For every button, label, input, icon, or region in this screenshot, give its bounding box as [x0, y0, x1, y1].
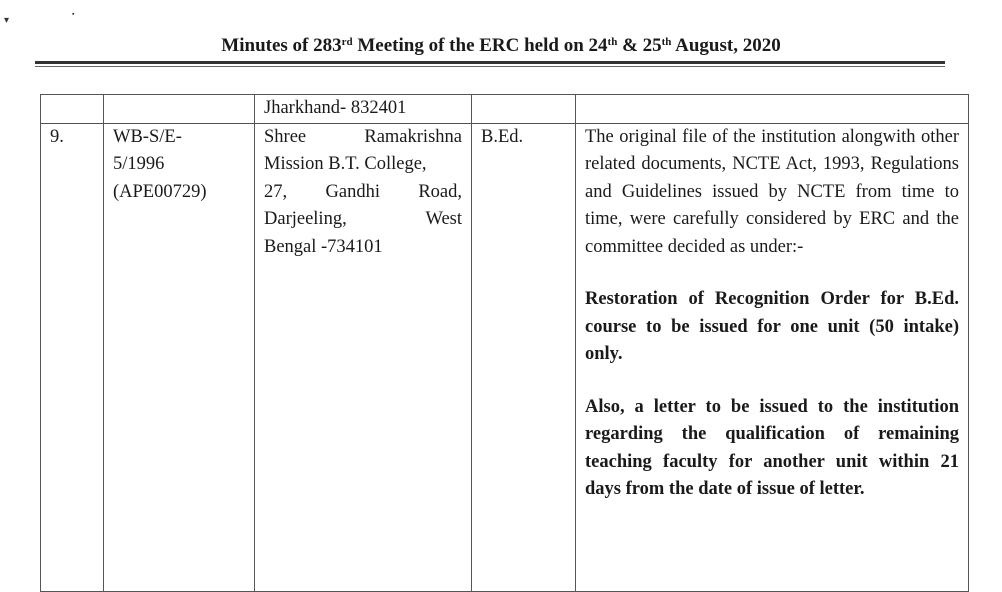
- table-row: [41, 123, 969, 591]
- decision-intro: The original file of the institution alongwith other related documents, NCTE Act, 1993, Regulations and Guidelines issued by NCTE from time to time, were carefully considered by ERC and the committee decided as under:-: [585, 126, 959, 257]
- decision-cell: [576, 95, 969, 124]
- header-title-and: & 25: [617, 35, 662, 56]
- file-code-cell: [104, 95, 255, 124]
- file-code-line: WB-S/E-: [113, 126, 182, 147]
- institution-line: Darjeeling, West: [264, 209, 462, 229]
- decision-cell: [576, 123, 969, 591]
- scan-mark: ▪: [72, 10, 75, 18]
- file-code-line: (APE00729): [113, 181, 207, 202]
- file-code-line: 5/1996: [113, 154, 165, 174]
- institution-cell: [255, 123, 472, 591]
- date2-ordinal-suffix: th: [661, 36, 672, 48]
- header-title-end: August, 2020: [671, 35, 781, 56]
- page-header: [0, 34, 1002, 58]
- table-row-continued: [41, 95, 969, 124]
- decision-order: Restoration of Recognition Order for B.Ed. course to be issued for one unit (50 intake) only.: [585, 289, 959, 364]
- file-code-cell: [104, 123, 255, 591]
- institution-line: 27, Gandhi Road,: [264, 181, 462, 202]
- course-name: B.Ed.: [481, 126, 524, 147]
- header-rule-thick: [35, 61, 945, 64]
- institution-line: Mission B.T. College,: [264, 154, 427, 174]
- header-title-prefix: Minutes of 283: [221, 35, 342, 56]
- decision-letter: Also, a letter to be issued to the institution regarding the qualification of remaining teaching faculty for another unit within 21 days from the date of issue of letter.: [585, 396, 959, 499]
- course-cell: [472, 123, 576, 591]
- serial-number: 9.: [50, 126, 64, 147]
- scan-mark: ▾: [4, 15, 10, 26]
- address-tail: Jharkhand- 832401: [264, 98, 407, 118]
- institution-cell: [255, 95, 472, 124]
- date1-ordinal-suffix: th: [607, 36, 618, 48]
- minutes-table: [40, 94, 969, 592]
- course-cell: [472, 95, 576, 124]
- sno-cell: [41, 123, 104, 591]
- meeting-ordinal-suffix: rd: [341, 36, 353, 48]
- header-title-middle: Meeting of the ERC held on 24: [352, 35, 608, 56]
- header-rule-thin: [35, 66, 945, 67]
- sno-cell: [41, 95, 104, 124]
- institution-line: Bengal -734101: [264, 236, 383, 257]
- institution-line: Shree Ramakrishna: [264, 126, 462, 147]
